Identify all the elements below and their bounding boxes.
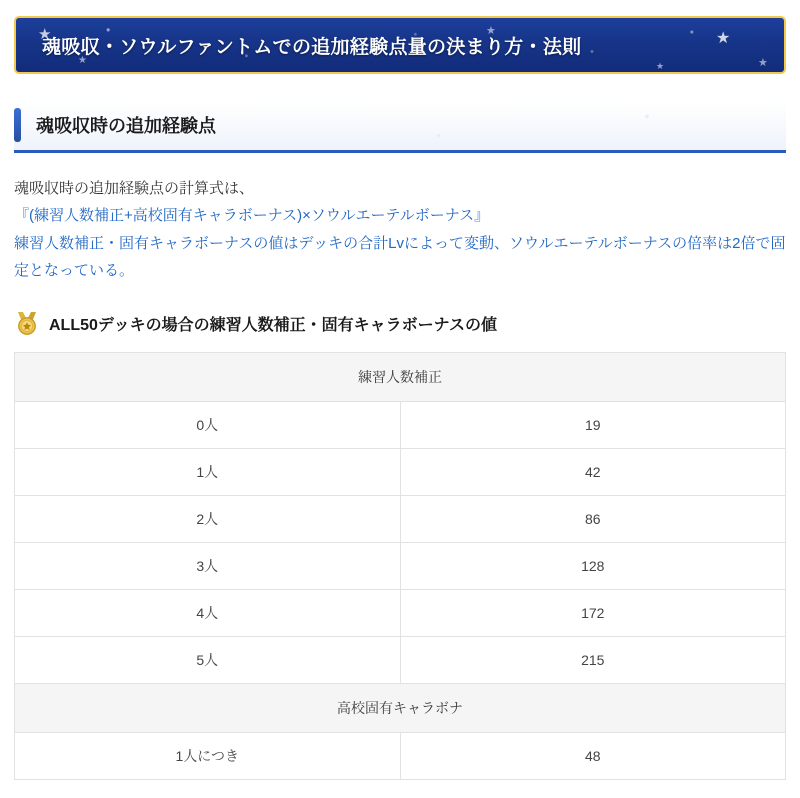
table-group-header: 練習人数補正 [15,353,786,402]
page-title: 魂吸収・ソウルファントムでの追加経験点量の決まり方・法則 [42,36,582,58]
body-line-2: 『(練習人数補正+高校固有キャラボーナス)×ソウルエーテルボーナス』 [14,207,490,225]
table-cell-label: 3人 [15,543,401,590]
star-decoration-icon: ★ [656,61,665,71]
table-cell-label: 1人につき [15,733,401,780]
table-row [15,449,786,496]
table-cell-value: 215 [400,637,786,684]
table-cell-label: 1人 [15,449,401,496]
table-group-header-row [15,684,786,733]
table-cell-value: 48 [400,733,786,780]
section-heading [14,102,786,153]
bottom-spacer [0,780,800,798]
bonus-values-table [14,352,786,780]
star-decoration-icon: ★ [78,55,87,66]
body-text [14,175,786,284]
medal-icon [14,310,40,336]
table-cell-value: 42 [400,449,786,496]
subsection-heading [14,310,786,336]
star-decoration-icon: ★ [486,25,496,37]
table-row [15,543,786,590]
table-group-header-row [15,353,786,402]
table-cell-label: 2人 [15,496,401,543]
table-cell-label: 4人 [15,590,401,637]
table-cell-value: 172 [400,590,786,637]
star-decoration-icon: ★ [38,26,52,43]
subsection-heading-label: ALL50デッキの場合の練習人数補正・固有キャラボーナスの値 [49,316,497,334]
body-line-3: 練習人数補正・固有キャラボーナスの値はデッキの合計Lvによって変動、ソウルエーテルボーナスの倍率は2倍で固定となっている。 [14,234,786,279]
table-row [15,402,786,449]
table-cell-label: 5人 [15,637,401,684]
table-row [15,733,786,780]
table-row [15,496,786,543]
table-cell-label: 0人 [15,402,401,449]
table-row [15,637,786,684]
table-cell-value: 19 [400,402,786,449]
table-group-header: 高校固有キャラボナ [15,684,786,733]
table-row [15,590,786,637]
star-decoration-icon: ★ [758,57,768,69]
section-heading-label: 魂吸収時の追加経験点 [36,116,216,136]
page-title-banner [14,16,786,74]
table-cell-value: 128 [400,543,786,590]
body-line-1: 魂吸収時の追加経験点の計算式は、 [14,180,255,197]
star-decoration-icon: ★ [716,30,731,47]
table-cell-value: 86 [400,496,786,543]
